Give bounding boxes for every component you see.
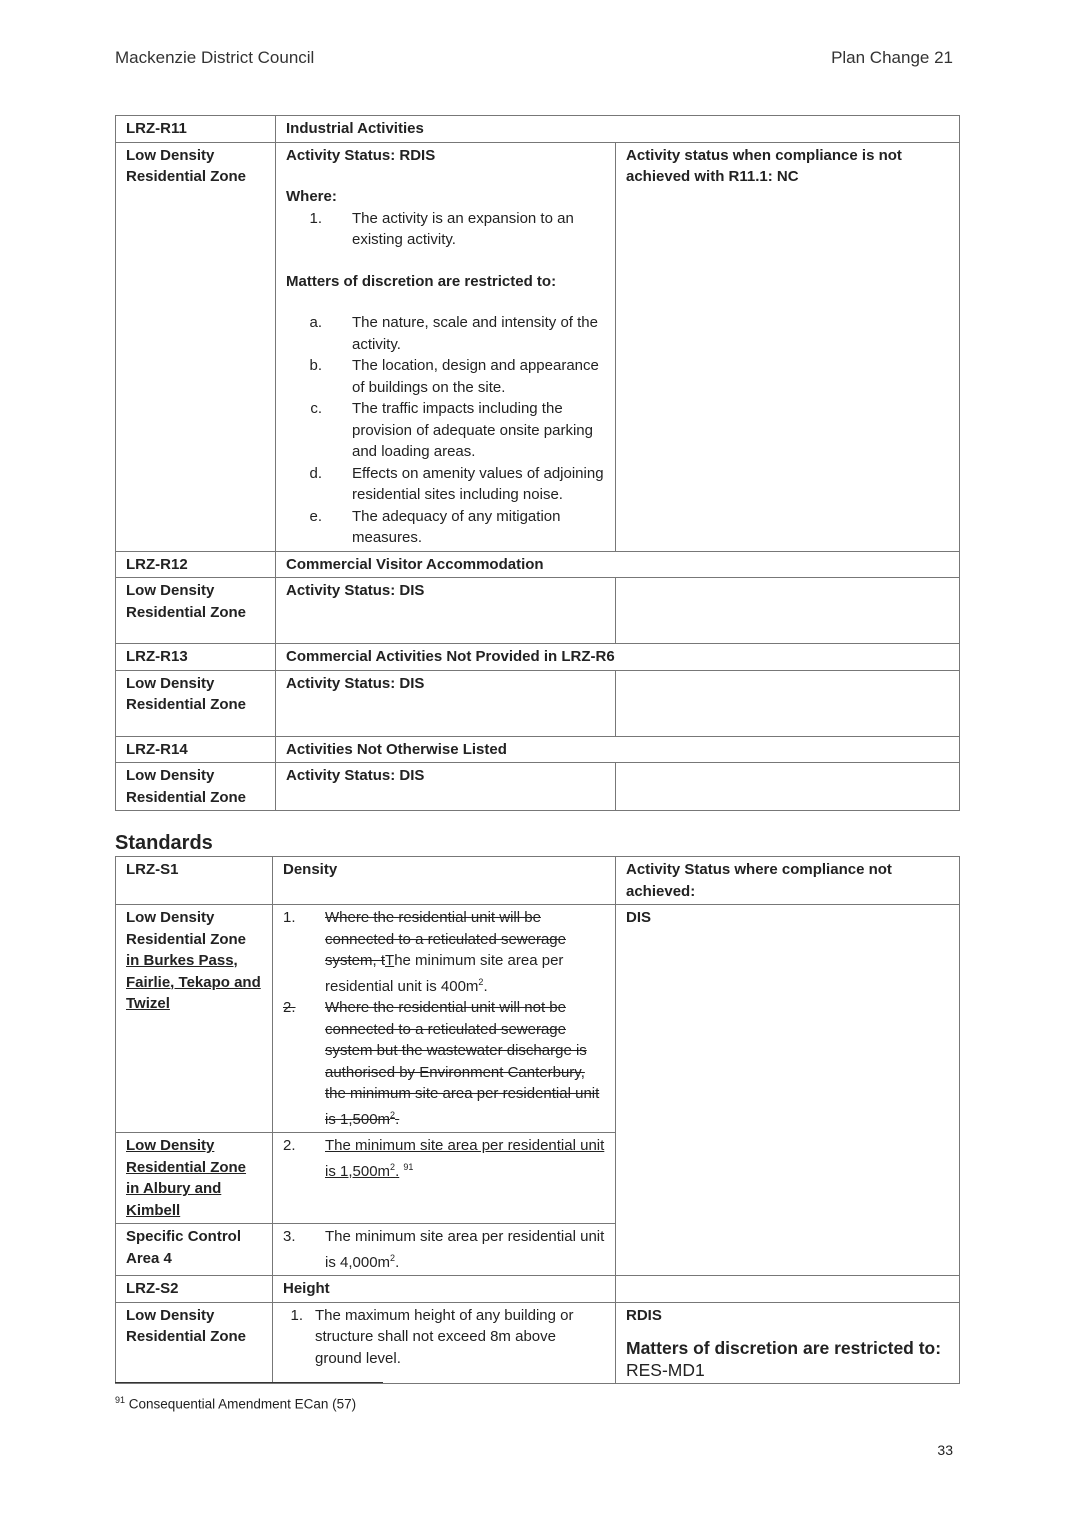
list-item: a. The nature, scale and intensity of the activity. <box>309 314 598 353</box>
list-item: 1. The maximum height of any building or structure shall not exceed 8m above ground level. <box>290 1306 574 1367</box>
standard-title: Height <box>273 1276 616 1303</box>
activity-status: Activity Status: RDIS <box>286 146 436 164</box>
discretion-ref: RES-MD1 <box>626 1359 705 1380</box>
zone-cell: Low Density Residential Zone <box>116 578 276 644</box>
zone-cell: Low Density Residential Zone <box>116 1302 273 1384</box>
standard-title: Density <box>273 857 616 905</box>
inserted-text: The minimum site area per residential unit is $1,500m^2$. <box>325 1137 605 1180</box>
density-status: DIS <box>616 905 960 1276</box>
list-item: 1. Where the residential unit will be connected to a reticulated sewerage system, tThe minimum site area per residential unit is $400m^2$. <box>283 909 566 995</box>
list-item: 3. The minimum site area per residential unit is $4,000m^2$. <box>283 1228 605 1271</box>
height-cell <box>273 1302 616 1384</box>
rule-title: Commercial Visitor Accommodation <box>276 551 960 578</box>
header-council: Mackenzie District Council <box>115 48 315 67</box>
rule-body-cell <box>276 142 616 551</box>
footnote-ref: 91 <box>403 1161 414 1172</box>
inserted-text: T <box>385 952 395 969</box>
height-status: RDIS <box>626 1306 662 1324</box>
page-number: 33 <box>937 1442 953 1458</box>
noncompliance-status: Activity status when compliance is not achieved with R11.1: NC <box>616 142 960 551</box>
density-cell <box>273 1224 616 1276</box>
where-list <box>286 208 605 251</box>
standard-code: LRZ-S2 <box>116 1276 273 1303</box>
deleted-text: Where the residential unit will be connected to a reticulated sewerage system, t <box>325 909 566 969</box>
header-plan-change: Plan Change 21 <box>831 48 953 67</box>
activity-status: Activity Status: DIS <box>276 578 616 644</box>
rule-code: LRZ-R11 <box>116 116 276 143</box>
standards-heading: Standards <box>115 832 213 854</box>
empty-cell <box>616 1276 960 1303</box>
deleted-text: Where the residential unit will not be connected to a reticulated sewerage system but the wastewater discharge is authorised by Environment Canterbury, the minimum site area per residential unit is 1,500m <box>325 999 600 1128</box>
footnote: $^{91}$ Consequential Amendment ECan (57) <box>115 1395 357 1412</box>
list-item: b. The location, design and appearance of buildings on the site. <box>309 357 599 396</box>
list-item: e. The adequacy of any mitigation measures. <box>309 507 561 546</box>
rule-title: Commercial Activities Not Provided in LRZ-R6 <box>276 644 960 671</box>
status-header: Activity Status where compliance not achieved: <box>616 857 960 905</box>
discretion-label: Matters of discretion are restricted to: <box>286 272 557 290</box>
standards-table <box>115 856 960 1384</box>
zone-cell: Low Density Residential Zone in Burkes Pass, Fairlie, Tekapo and Twizel <box>116 905 273 1133</box>
activity-status: Activity Status: DIS <box>276 763 616 811</box>
empty-cell <box>616 578 960 644</box>
rule-code: LRZ-R12 <box>116 551 276 578</box>
zone-cell: Low Density Residential Zone <box>116 763 276 811</box>
standard-code: LRZ-S1 <box>116 857 273 905</box>
matters-list <box>286 312 605 549</box>
where-label: Where: <box>286 188 337 205</box>
footnote-separator <box>115 1382 383 1383</box>
density-cell <box>273 1133 616 1224</box>
empty-cell <box>616 763 960 811</box>
density-cell <box>273 905 616 1133</box>
zone-cell: Low Density Residential Zone <box>116 670 276 736</box>
empty-cell <box>616 670 960 736</box>
zone-cell: Specific Control Area 4 <box>116 1224 273 1276</box>
density-list <box>283 907 605 1130</box>
rule-title: Activities Not Otherwise Listed <box>276 736 960 763</box>
inserted-text: in Burkes Pass, Fairlie, Tekapo and Twizel <box>126 952 261 1012</box>
list-item: 1. The activity is an expansion to an existing activity. <box>309 209 574 248</box>
zone-cell: Low Density Residential Zone <box>116 142 276 551</box>
list-item: d. Effects on amenity values of adjoining residential sites including noise. <box>309 464 604 503</box>
zone-cell: Low Density Residential Zone in Albury and Kimbell <box>116 1133 273 1224</box>
list-item: 2. The minimum site area per residential unit is $1,500m^2$. $^{91}$ <box>283 1137 605 1180</box>
rule-code: LRZ-R13 <box>116 644 276 671</box>
list-item: 2. Where the residential unit will not be connected to a reticulated sewerage system but the wastewater discharge is authorised by Environment Canterbury, the minimum site area per residential unit is $1,500m^2$. <box>283 999 600 1128</box>
height-status-cell <box>616 1302 960 1384</box>
activity-status: Activity Status: DIS <box>276 670 616 736</box>
discretion-label: Matters of discretion are restricted to: <box>626 1338 942 1358</box>
rule-code: LRZ-R14 <box>116 736 276 763</box>
rules-table <box>115 115 960 811</box>
rule-title: Industrial Activities <box>276 116 960 143</box>
list-item: c. The traffic impacts including the provision of adequate onsite parking and loading areas. <box>310 400 593 460</box>
